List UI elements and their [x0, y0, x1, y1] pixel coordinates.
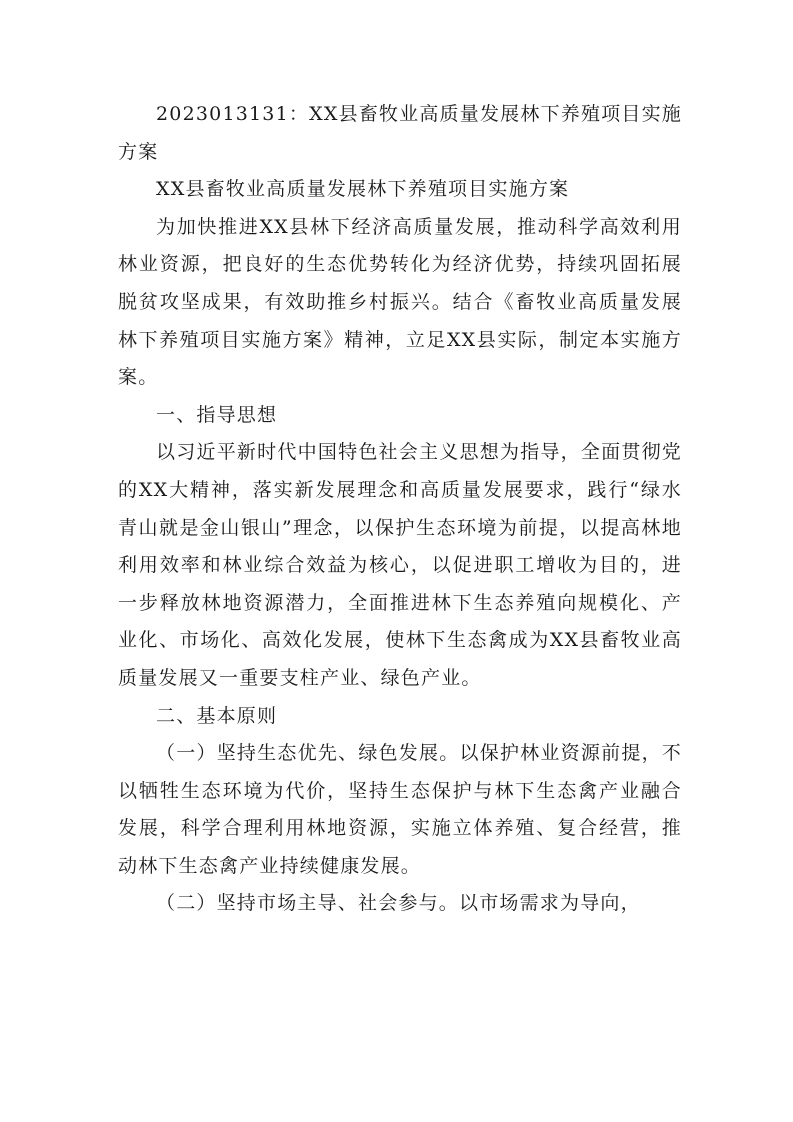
intro-paragraph: 为加快推进XX县林下经济高质量发展，推动科学高效利用林业资源，把良好的生态优势转化为经济优势，持续巩固拓展脱贫攻坚成果，有效助推乡村振兴。结合《畜牧业高质量发展林下养殖项目实施方案》精神，立足XX县实际，制定本实施方案。 — [118, 215, 682, 389]
section-heading-basic-principles: 二、基本原则 — [156, 704, 278, 727]
guiding-ideology-paragraph: 以习近平新时代中国特色社会主义思想为指导，全面贯彻党的XX大精神，落实新发展理念和高质量发展要求，践行“绿水青山就是金山银山”理念，以保护生态环境为前提，以提高林地利用效率和林业综合效益为核心，以促进职工增收为目的，进一步释放林地资源潜力，全面推进林下生态养殖向规模化、产业化、市场化、高效化发展，使林下生态禽成为XX县畜牧业高质量发展又一重要支柱产业、绿色产业。 — [118, 441, 682, 689]
file-title: 2023013131：XX县畜牧业高质量发展林下养殖项目实施方案 — [118, 103, 682, 163]
section-heading-guiding-ideology: 一、指导思想 — [156, 403, 278, 426]
document-body — [118, 96, 682, 923]
document-title: XX县畜牧业高质量发展林下养殖项目实施方案 — [156, 178, 570, 201]
principle-1-paragraph: （一）坚持生态优先、绿色发展。以保护林业资源前提，不以牺牲生态环境为代价，坚持生态保护与林下生态禽产业融合发展，科学合理利用林地资源，实施立体养殖、复合经营，推动林下生态禽产业持续健康发展。 — [118, 742, 682, 877]
principle-2-paragraph: （二）坚持市场主导、社会参与。以市场需求为导向， — [156, 892, 641, 915]
